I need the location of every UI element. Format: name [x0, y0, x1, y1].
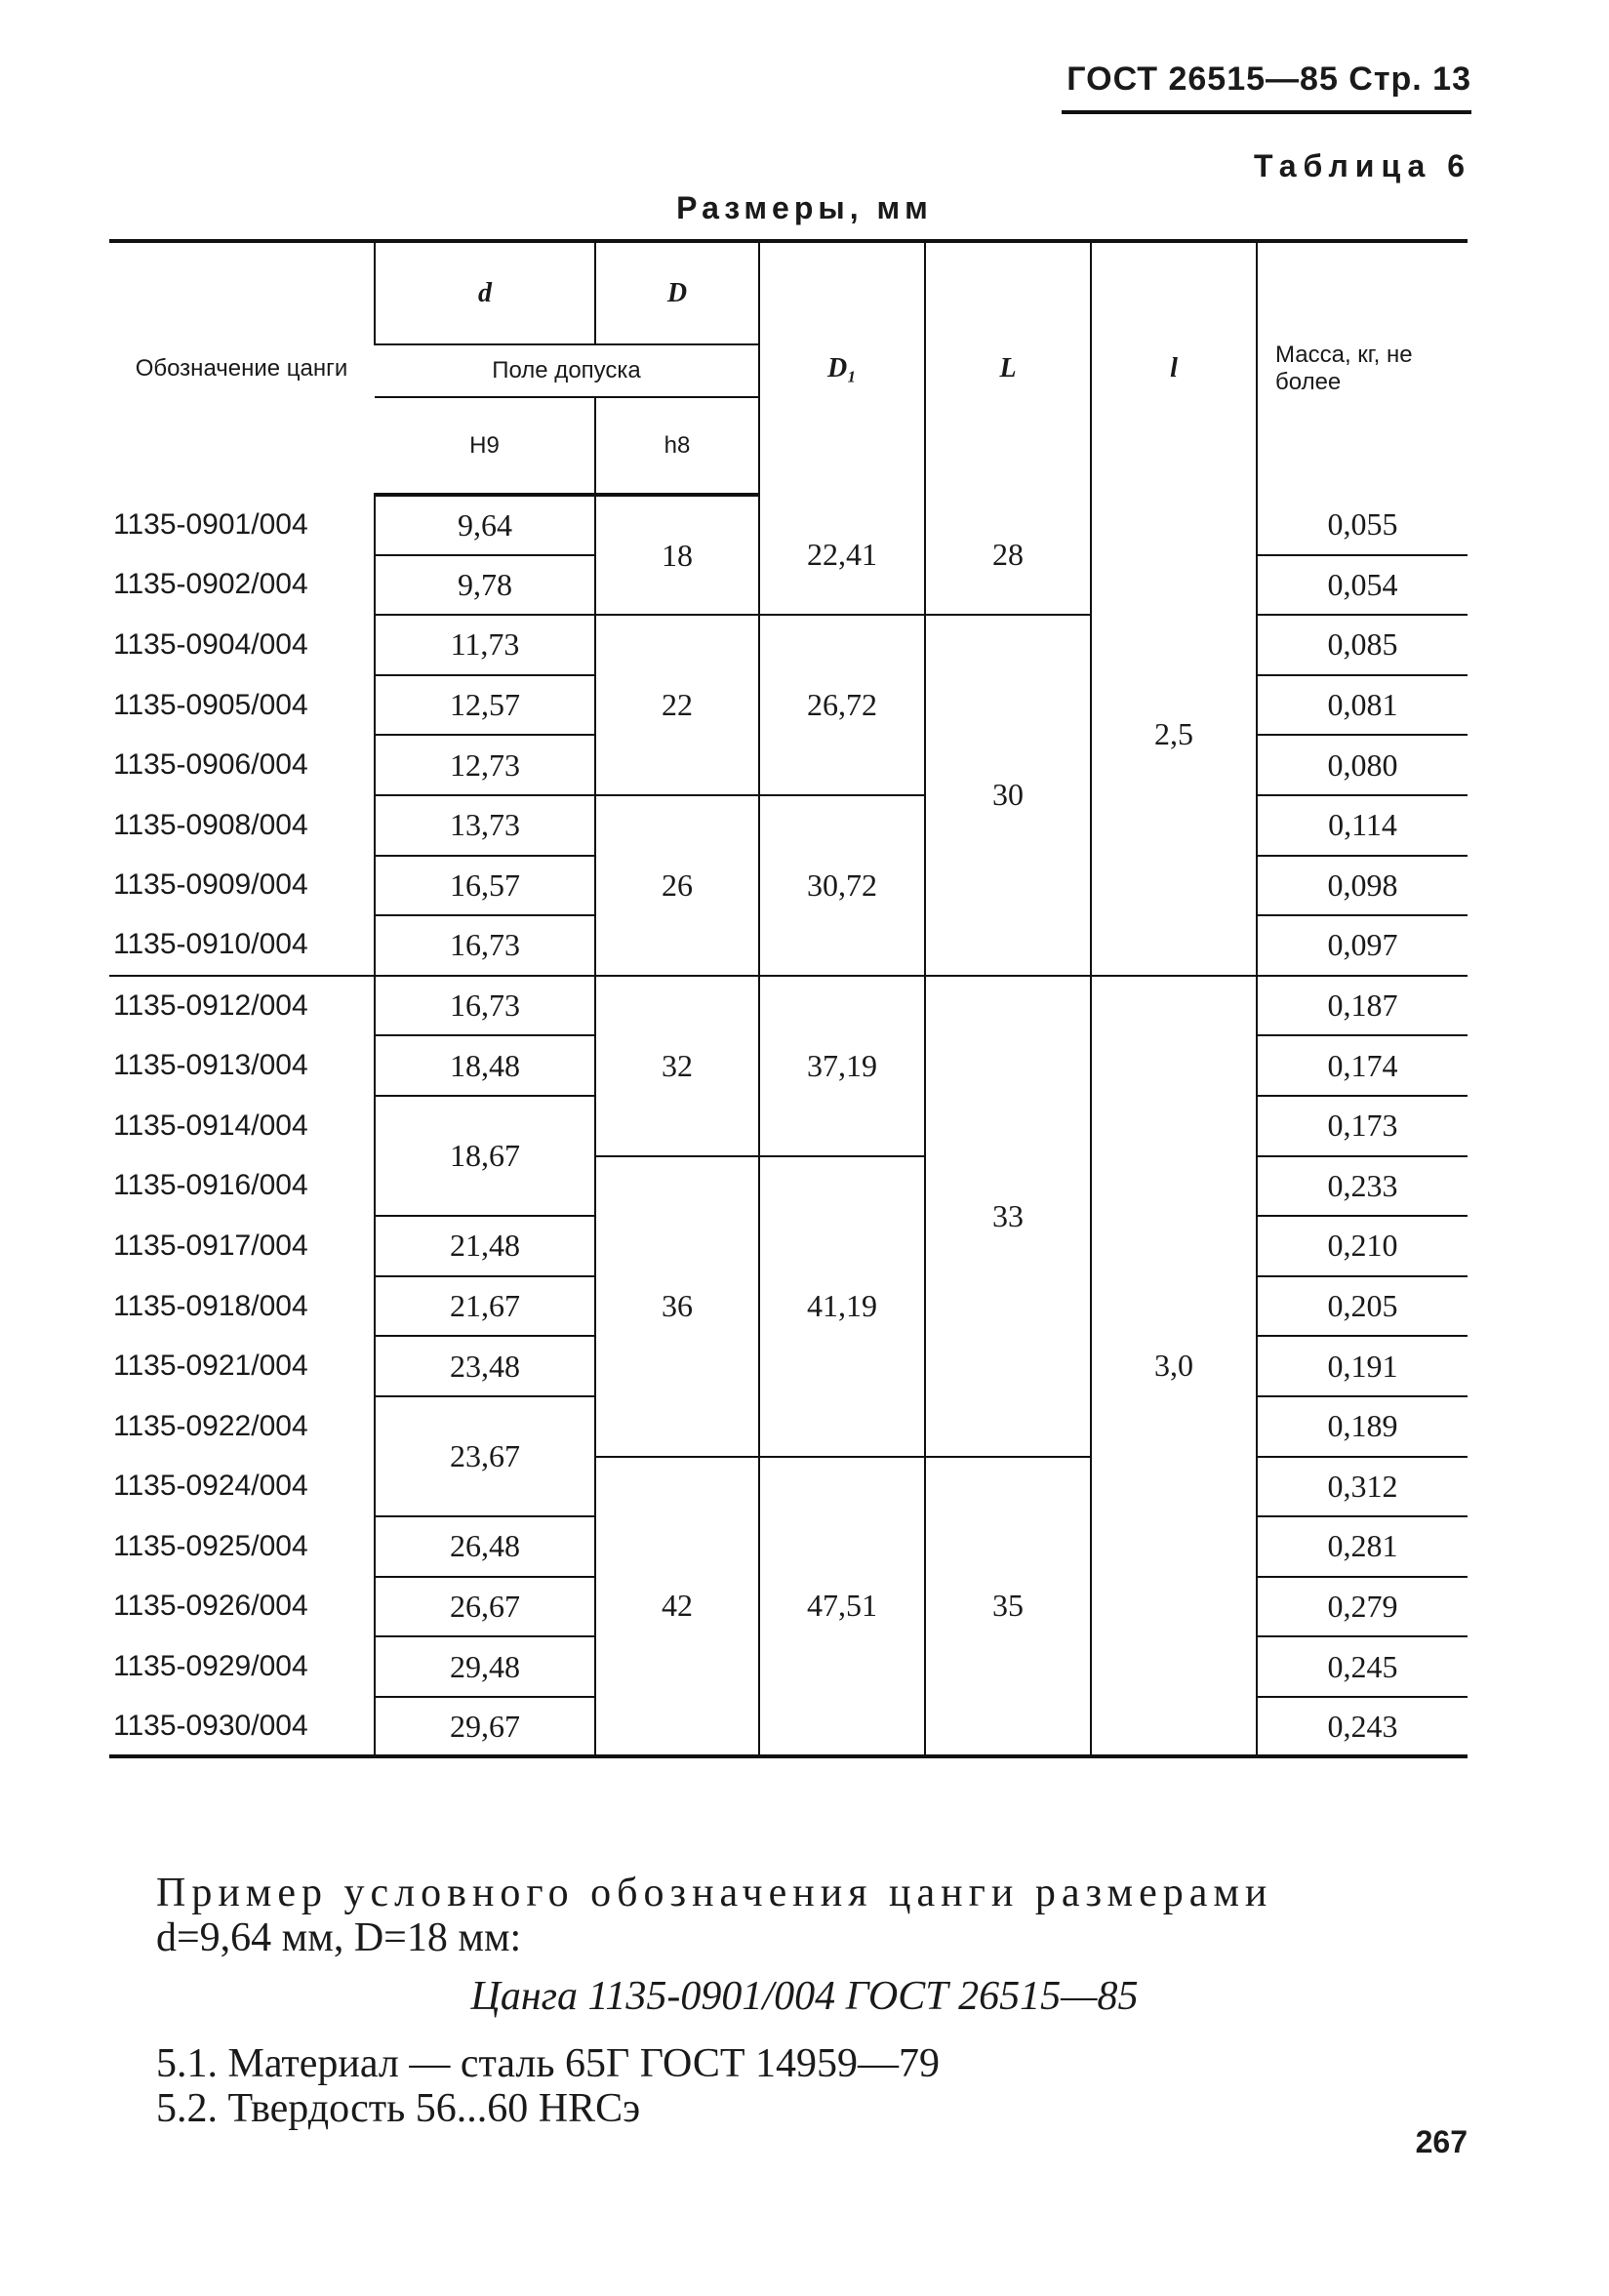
cell-D1: 37,19	[759, 976, 925, 1156]
cell-mass: 0,281	[1257, 1516, 1468, 1577]
cell-mass: 0,187	[1257, 976, 1468, 1036]
header-d-tolerance: H9	[375, 397, 595, 495]
table-caption: Размеры, мм	[676, 190, 933, 225]
dimensions-table	[109, 239, 1468, 1758]
header-l: l	[1091, 241, 1257, 495]
cell-d: 29,48	[375, 1636, 595, 1697]
cell-designation: 1135-0921/004	[113, 1349, 308, 1383]
cell-mass: 0,189	[1257, 1396, 1468, 1457]
cell-mass: 0,210	[1257, 1216, 1468, 1276]
cell-designation: 1135-0902/004	[113, 568, 308, 601]
cell-d: 21,48	[375, 1216, 595, 1276]
table-label: Таблица 6	[1253, 148, 1471, 183]
cell-designation: 1135-0912/004	[109, 976, 375, 1036]
cell-L: 28	[925, 495, 1091, 615]
header-tolerance-field: Поле допуска	[375, 344, 759, 397]
cell-mass: 0,114	[1257, 795, 1468, 856]
cell-D: 26	[595, 795, 759, 976]
cell-mass: 0,173	[1257, 1096, 1468, 1156]
cell-mass: 0,054	[1257, 555, 1468, 616]
cell-L: 30	[925, 615, 1091, 976]
cell-mass: 0,055	[1257, 495, 1468, 555]
cell-d: 23,67	[375, 1396, 595, 1516]
cell-designation: 1135-0913/004	[113, 1049, 308, 1082]
cell-d: 26,67	[375, 1577, 595, 1637]
cell-D: 22	[595, 615, 759, 795]
table-row	[109, 1156, 1468, 1217]
cell-mass: 0,080	[1257, 735, 1468, 795]
cell-mass: 0,081	[1257, 675, 1468, 736]
cell-designation: 1135-0930/004	[113, 1709, 308, 1742]
note-material: 5.1. Материал — сталь 65Г ГОСТ 14959—79	[156, 2041, 941, 2086]
example-paragraph	[156, 1871, 1464, 1960]
header-d: d	[375, 241, 595, 344]
cell-mass: 0,245	[1257, 1636, 1468, 1697]
cell-D: 32	[595, 976, 759, 1156]
table-row	[109, 795, 1468, 856]
cell-designation: 1135-0924/004	[113, 1470, 308, 1503]
cell-d: 16,73	[375, 915, 595, 976]
cell-L: 35	[925, 1457, 1091, 1757]
table-row	[109, 495, 1468, 555]
cell-d: 16,57	[375, 856, 595, 916]
header-D1: D₁	[759, 241, 925, 495]
cell-mass: 0,191	[1257, 1336, 1468, 1396]
cell-mass: 0,243	[1257, 1697, 1468, 1757]
cell-D1: 30,72	[759, 795, 925, 976]
cell-designation: 1135-0906/004	[113, 748, 308, 782]
cell-d: 12,73	[375, 735, 595, 795]
cell-designation: 1135-0905/004	[113, 688, 308, 721]
cell-D1: 47,51	[759, 1457, 925, 1757]
cell-L: 33	[925, 976, 1091, 1457]
header-mass: Масса, кг, не более	[1257, 241, 1468, 495]
cell-D: 18	[595, 495, 759, 615]
cell-d: 12,57	[375, 675, 595, 736]
cell-designation: 1135-0925/004	[113, 1529, 308, 1562]
cell-designation: 1135-0908/004	[113, 808, 308, 841]
cell-d: 21,67	[375, 1276, 595, 1337]
cell-designation: 1135-0914/004	[113, 1108, 308, 1142]
designation-example: Цанга 1135-0901/004 ГОСТ 26515—85	[470, 1974, 1139, 2019]
table-body	[109, 495, 1468, 1756]
cell-d: 18,67	[375, 1096, 595, 1216]
header-D: D	[595, 241, 759, 344]
notes-list	[156, 2041, 1464, 2131]
cell-mass: 0,233	[1257, 1156, 1468, 1217]
cell-designation: 1135-0901/004	[113, 507, 308, 541]
table-row	[109, 615, 1468, 675]
cell-D1: 22,41	[759, 495, 925, 615]
cell-d: 11,73	[375, 615, 595, 675]
cell-designation: 1135-0917/004	[113, 1229, 308, 1262]
example-continuation: d=9,64 мм, D=18 мм:	[156, 1915, 522, 1960]
table-row	[109, 976, 1468, 1036]
cell-d: 26,48	[375, 1516, 595, 1577]
cell-mass: 0,098	[1257, 856, 1468, 916]
cell-D1: 41,19	[759, 1156, 925, 1457]
header-designation: Обозначение цанги	[135, 355, 348, 382]
cell-d: 18,48	[375, 1035, 595, 1096]
cell-mass: 0,085	[1257, 615, 1468, 675]
cell-mass: 0,279	[1257, 1577, 1468, 1637]
cell-l: 3,0	[1091, 976, 1257, 1757]
cell-D: 42	[595, 1457, 759, 1757]
cell-designation: 1135-0929/004	[113, 1650, 308, 1683]
cell-designation: 1135-0910/004	[113, 928, 308, 961]
table-row	[109, 1457, 1468, 1517]
cell-designation: 1135-0918/004	[113, 1289, 308, 1322]
cell-d: 9,78	[375, 555, 595, 616]
note-hardness: 5.2. Твердость 56...60 HRCэ	[156, 2086, 641, 2131]
cell-mass: 0,205	[1257, 1276, 1468, 1337]
cell-l: 2,5	[1091, 495, 1257, 976]
cell-mass: 0,097	[1257, 915, 1468, 976]
cell-d: 9,64	[375, 495, 595, 555]
page-number: 267	[1415, 2124, 1468, 2159]
cell-designation: 1135-0926/004	[113, 1590, 308, 1623]
cell-designation: 1135-0904/004	[113, 627, 308, 661]
cell-designation: 1135-0922/004	[113, 1409, 308, 1442]
cell-designation: 1135-0909/004	[113, 868, 308, 902]
cell-d: 13,73	[375, 795, 595, 856]
cell-d: 16,73	[375, 976, 595, 1036]
cell-D1: 26,72	[759, 615, 925, 795]
header-L: L	[925, 241, 1091, 495]
cell-d: 29,67	[375, 1697, 595, 1757]
example-lead: Пример условного обозначения цанги размерами	[156, 1871, 1273, 1915]
document-header: ГОСТ 26515—85 Стр. 13	[1062, 60, 1471, 114]
cell-D: 36	[595, 1156, 759, 1457]
cell-mass: 0,312	[1257, 1457, 1468, 1517]
header-D-tolerance: h8	[595, 397, 759, 495]
cell-mass: 0,174	[1257, 1035, 1468, 1096]
cell-d: 23,48	[375, 1336, 595, 1396]
cell-designation: 1135-0916/004	[113, 1169, 308, 1202]
